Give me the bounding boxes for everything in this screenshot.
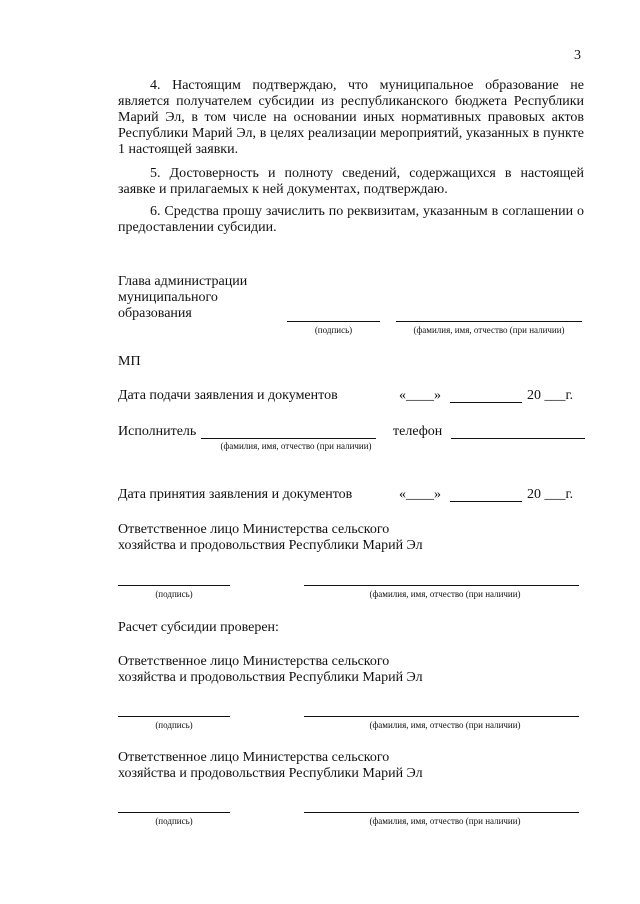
responsible3-signature-line — [118, 812, 230, 813]
responsible3-name-caption: (фамилия, имя, отчество (при наличии) — [369, 816, 521, 826]
submission-date-label: Дата подачи заявления и документов — [118, 388, 338, 403]
responsible3-name-line — [304, 812, 579, 813]
submission-day: «____» — [399, 388, 441, 403]
paragraph-4: 4. Настоящим подтверждаю, что муниципальное образование не является получателем субсидии из республиканского бюджета Республики Марий Эл, в том числе на основании иных нормативных правовых актов Республики Марий Эл, в целях реализации мероприятий, указанных в пункте 1 настоящей заявки. — [118, 78, 584, 157]
executor-label: Исполнитель — [118, 424, 197, 439]
paragraph-5: 5. Достоверность и полноту сведений, содержащихся в настоящей заявке и прилагаемых к ней документах, подтверждаю. — [118, 166, 584, 197]
head-signature-caption: (подпись) — [314, 325, 353, 335]
responsible3-line2: хозяйства и продовольствия Республики Марий Эл — [118, 766, 423, 781]
head-name-line — [396, 321, 582, 322]
submission-year: 20 ___г. — [527, 388, 574, 403]
calculation-checked-label: Расчет субсидии проверен: — [118, 620, 279, 635]
head-title-line3: образования — [118, 306, 192, 321]
responsible2-signature-caption: (подпись) — [155, 720, 193, 730]
paragraph-6: 6. Средства прошу зачислить по реквизитам, указанным в соглашении о предоставлении субсидии. — [118, 204, 584, 235]
acceptance-month-line — [450, 501, 522, 502]
executor-name-caption: (фамилия, имя, отчество (при наличии) — [220, 441, 372, 451]
head-name-caption: (фамилия, имя, отчество (при наличии) — [413, 325, 565, 335]
executor-phone-label: телефон — [393, 424, 443, 439]
responsible1-signature-caption: (подпись) — [155, 589, 193, 599]
responsible1-name-caption: (фамилия, имя, отчество (при наличии) — [369, 589, 521, 599]
executor-phone-line — [451, 438, 585, 439]
head-signature-line — [287, 321, 380, 322]
submission-month-line — [450, 402, 522, 403]
responsible3-signature-caption: (подпись) — [155, 816, 193, 826]
responsible2-line2: хозяйства и продовольствия Республики Марий Эл — [118, 670, 423, 685]
stamp-place: МП — [118, 354, 141, 369]
acceptance-year: 20 ___г. — [527, 487, 574, 502]
responsible2-signature-line — [118, 716, 230, 717]
head-title-line2: муниципального — [118, 290, 218, 305]
acceptance-date-label: Дата принятия заявления и документов — [118, 487, 353, 502]
page-number: 3 — [574, 48, 581, 63]
acceptance-day: «____» — [399, 487, 441, 502]
responsible1-signature-line — [118, 585, 230, 586]
responsible1-name-line — [304, 585, 579, 586]
responsible1-line1: Ответственное лицо Министерства сельского — [118, 522, 390, 537]
responsible1-line2: хозяйства и продовольствия Республики Марий Эл — [118, 538, 423, 553]
responsible2-line1: Ответственное лицо Министерства сельского — [118, 654, 390, 669]
responsible3-line1: Ответственное лицо Министерства сельского — [118, 750, 390, 765]
head-title-line1: Глава администрации — [118, 274, 248, 289]
executor-name-line — [201, 438, 376, 439]
responsible2-name-caption: (фамилия, имя, отчество (при наличии) — [369, 720, 521, 730]
responsible2-name-line — [304, 716, 579, 717]
